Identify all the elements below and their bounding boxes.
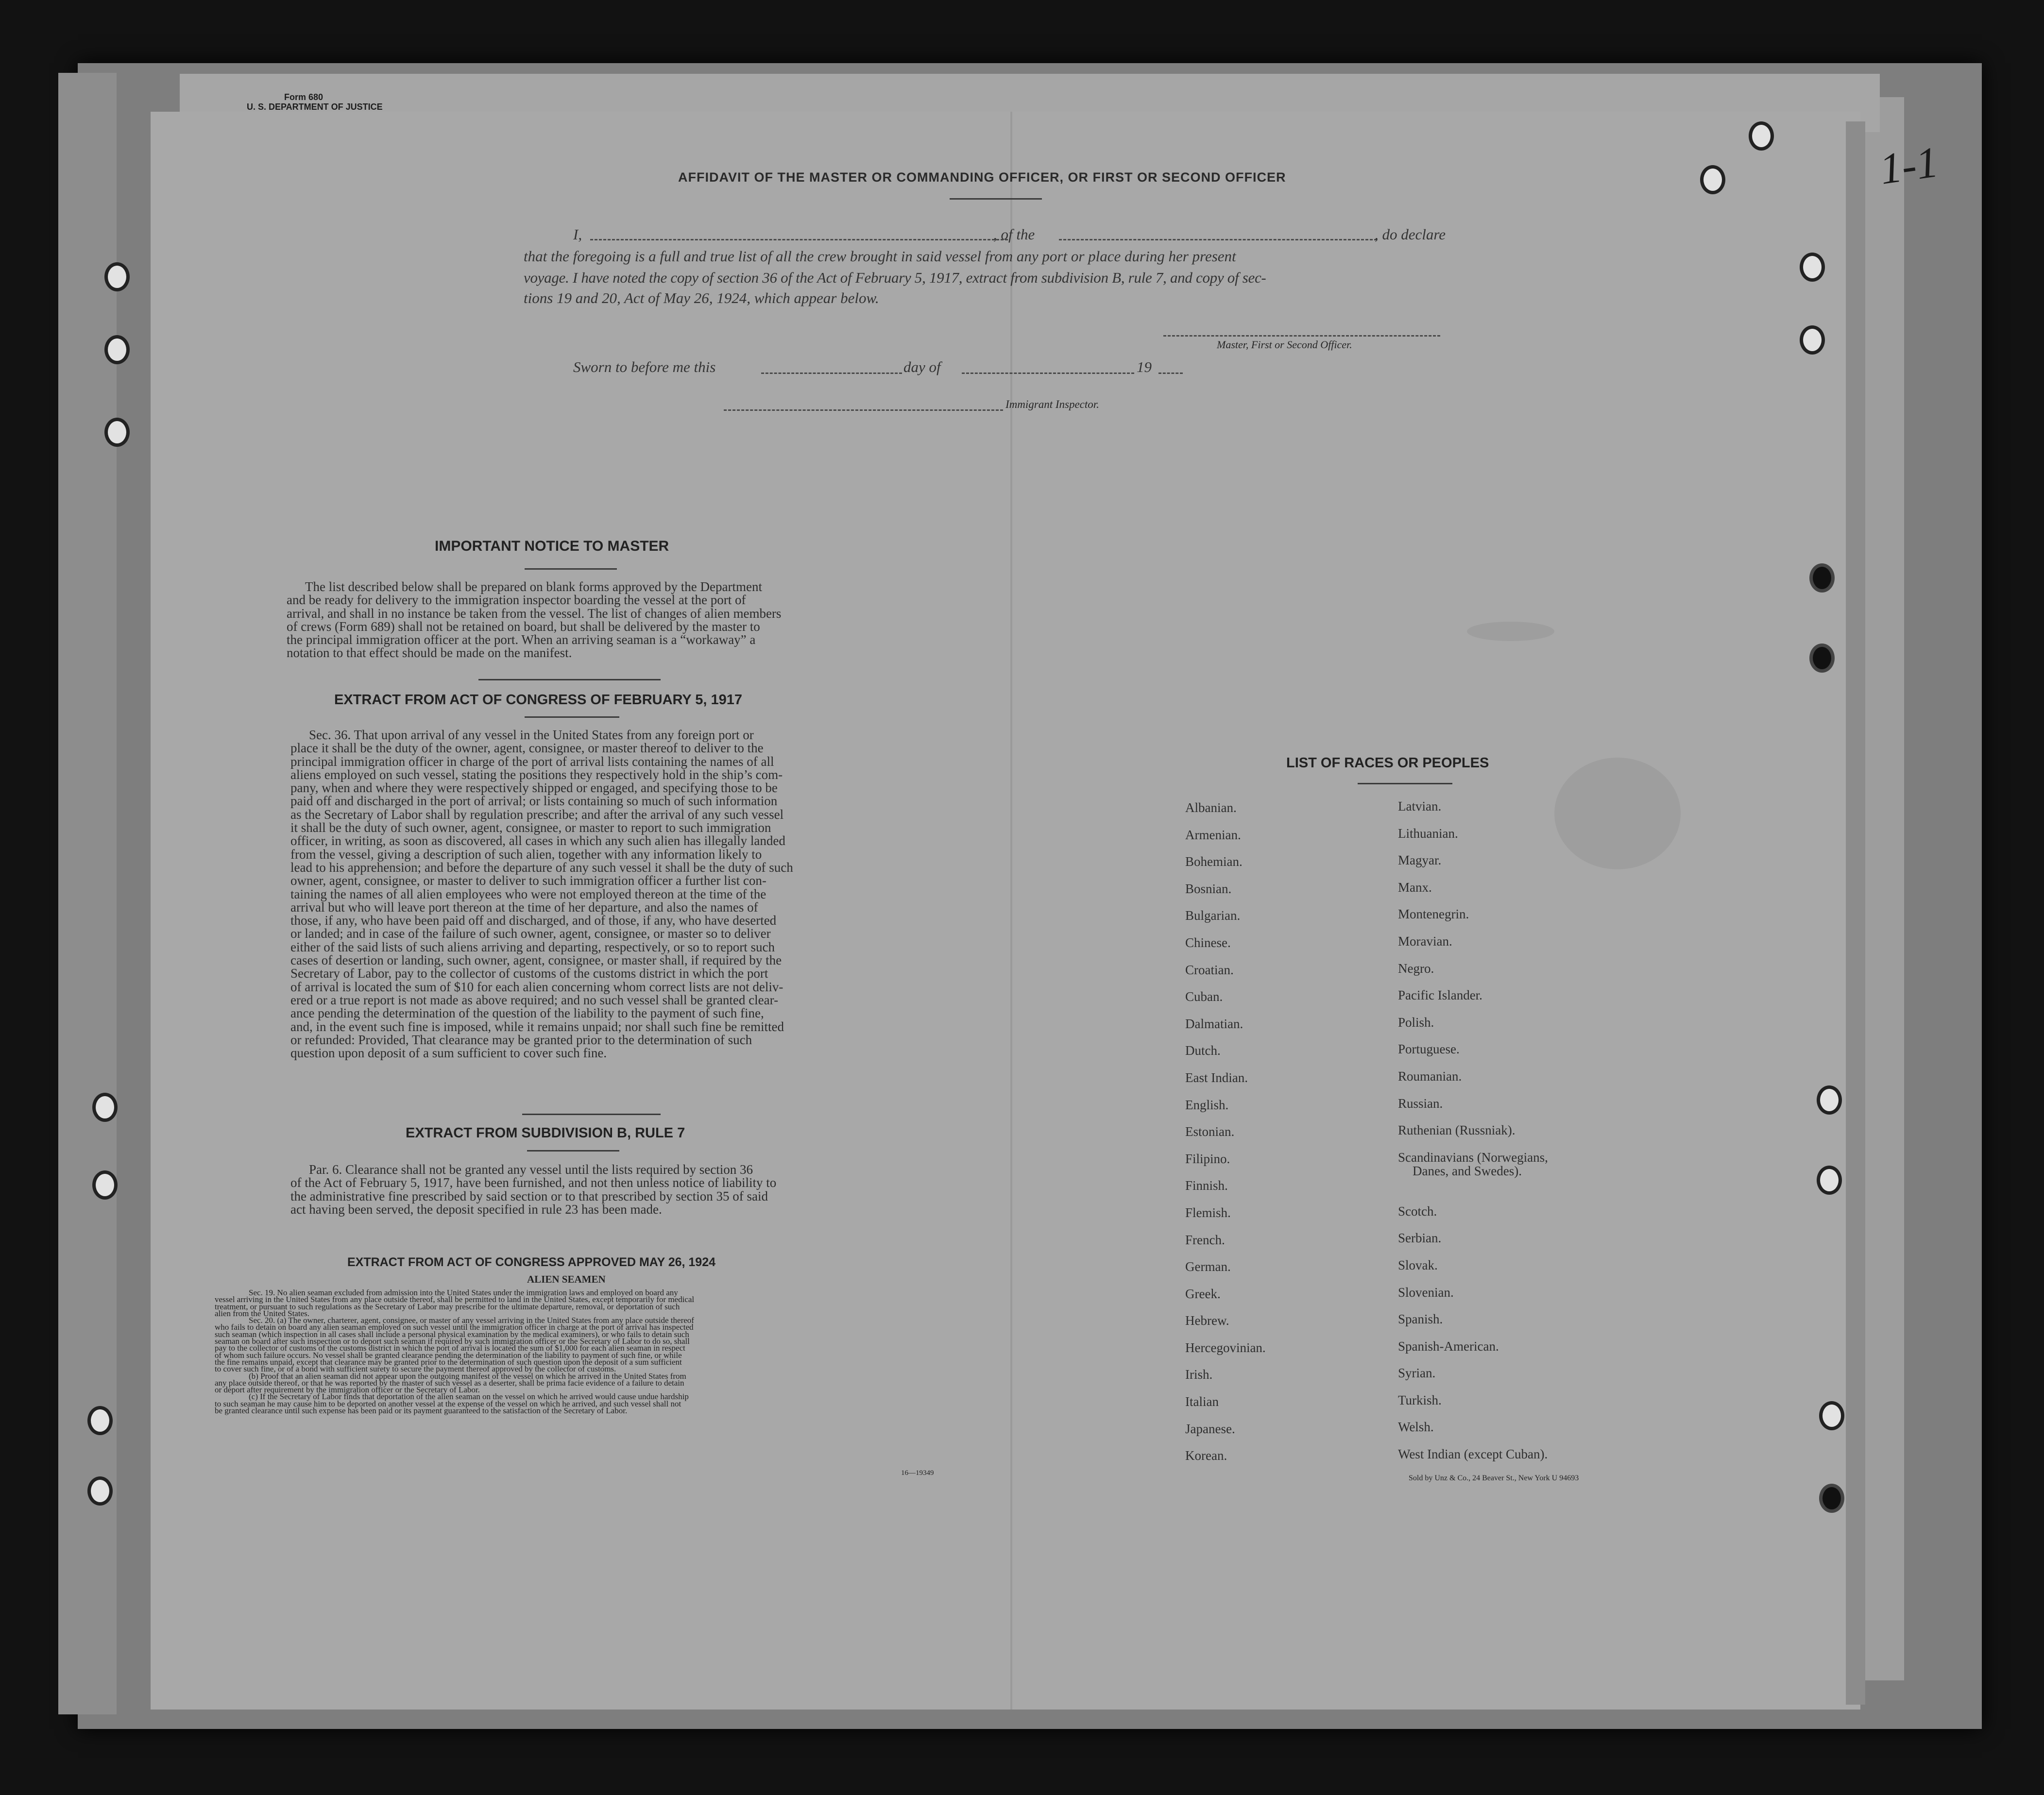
- races-title-rule: [1358, 783, 1452, 784]
- punch-hole: [1800, 253, 1825, 282]
- sworn-day-label: day of: [903, 358, 941, 375]
- race-item: Estonian.: [1185, 1124, 1235, 1139]
- extract-1917-line: question upon deposit of a sum sufficient to cover such fine.: [290, 1046, 607, 1061]
- punch-hole: [104, 335, 130, 364]
- races-title: LIST OF RACES OR PEOPLES: [1286, 755, 1489, 771]
- affidavit-body-line: tions 19 and 20, Act of May 26, 1924, which appear below.: [524, 289, 879, 306]
- extract-1917-title: EXTRACT FROM ACT OF CONGRESS OF FEBRUARY 5, 1917: [334, 692, 743, 708]
- race-item: Japanese.: [1185, 1421, 1235, 1436]
- extract-1917-line: those, if any, who have been paid off and discharged, and of those, if any, who have deserted: [290, 913, 777, 928]
- extract-1917-line: paid off and discharged in the port of arrival; or lists containing so much of such information: [290, 794, 778, 809]
- extract-rule7-line: of the Act of February 5, 1917, have been furnished, and not then unless notice of liability to: [290, 1175, 777, 1190]
- race-item: Manx.: [1398, 880, 1432, 895]
- affidavit-line-1-prefix: I,: [573, 226, 582, 243]
- notice-paragraph: [287, 580, 860, 660]
- race-item: Spanish-American.: [1398, 1338, 1499, 1354]
- race-item: Spanish.: [1398, 1312, 1443, 1327]
- extract-1924-line: seaman on board after such inspection or to deport such seaman if required by such immigration officer or the Secretary of Labor to do so, shall: [215, 1337, 690, 1346]
- race-item: Moravian.: [1398, 933, 1452, 948]
- race-item: Irish.: [1185, 1367, 1213, 1382]
- race-item: German.: [1185, 1259, 1231, 1274]
- extract-1924-line: to cover such fine, or of a bond with sufficient surety to secure the payment thereof approved by the collector of customs.: [215, 1364, 616, 1374]
- punch-hole: [1819, 1484, 1844, 1513]
- race-item: Serbian.: [1398, 1231, 1442, 1246]
- affidavit-line-1-suffix: , do declare: [1375, 226, 1446, 243]
- extract-rule7-paragraph: [290, 1163, 860, 1216]
- race-item: Italian: [1185, 1394, 1219, 1409]
- extract-1924-line: treatment, or pursuant to such regulations as the Secretary of Labor may prescribe for the ultimate departure, removal, or deportation of such: [215, 1302, 680, 1311]
- extract-1917-line: or refunded: Provided, That clearance may be granted prior to the determination of such: [290, 1032, 752, 1047]
- race-item: Hebrew.: [1185, 1313, 1229, 1328]
- extract-1924-line: vessel arriving in the United States from any place outside thereof, shall be permitted to land in the United States, except temporarily for medical: [215, 1295, 695, 1304]
- extract-1924-line: Sec. 20. (a) The owner, charterer, agent, consignee, or master of any vessel arriving in the United States from any place outside thereof: [249, 1316, 694, 1325]
- printer-note: Sold by Unz & Co., 24 Beaver St., New York U 94693: [1409, 1474, 1579, 1482]
- extract-1917-line: cases of desertion or landing, such owner, agent, consignee, or master shall, if required by the: [290, 953, 782, 968]
- name-blank: [590, 239, 1008, 240]
- extract-1917-line: lead to his apprehension; and before the departure of any such vessel it shall be the duty of such: [290, 860, 793, 875]
- extract-1924-line: who fails to detain on board any alien seaman employed on such vessel until the immigration officer in charge at the port of arrival has inspected: [215, 1322, 694, 1332]
- race-item: Portuguese.: [1398, 1042, 1460, 1057]
- punch-hole: [1817, 1085, 1842, 1115]
- punch-hole: [1749, 121, 1774, 151]
- affidavit-line-1-mid: , of the: [993, 226, 1035, 243]
- race-item: Dalmatian.: [1185, 1016, 1243, 1031]
- left-binding-strip: [58, 73, 117, 1714]
- punch-hole: [1809, 563, 1835, 593]
- signature-caption: Master, First or Second Officer.: [1217, 339, 1352, 351]
- punch-hole: [1819, 1401, 1844, 1430]
- affidavit-body-line: voyage. I have noted the copy of section 36 of the Act of February 5, 1917, extract from subdivision B, rule 7, and copy of sec-: [524, 269, 1266, 286]
- race-item: Polish.: [1398, 1015, 1434, 1030]
- race-item: Welsh.: [1398, 1420, 1434, 1435]
- extract-1924-line: the fine remains unpaid, except that clearance may be granted prior to the determination of such question upon the deposit of a sum sufficient: [215, 1357, 682, 1367]
- extract-1924-line: or deport after requirement by the immigration officer or the Secretary of Labor.: [215, 1385, 480, 1395]
- race-item: Filipino.: [1185, 1151, 1230, 1166]
- extract-1924-line: be granted clearance until such expense has been paid or its payment guaranteed to the satisfaction of the Secretary of Labor.: [215, 1406, 628, 1416]
- extract-rule7-line: act having been served, the deposit specified in rule 23 has been made.: [290, 1202, 662, 1217]
- race-item: Dutch.: [1185, 1043, 1221, 1058]
- extract-1917-line: owner, agent, consignee, or master to deliver to such immigration officer a further list con-: [290, 873, 766, 888]
- punch-hole: [1800, 325, 1825, 355]
- extract-1924-line: (c) If the Secretary of Labor finds that deportation of the alien seaman on the vessel on which he arrived would cause undue hardship: [249, 1392, 689, 1402]
- notice-line: The list described below shall be prepared on blank forms approved by the Department: [305, 579, 762, 594]
- extract-1924-line: such seaman (which inspection in all cases shall include a personal physical examination by the medical examiners), or who fails to detain such: [215, 1329, 689, 1339]
- race-item: Greek.: [1185, 1286, 1221, 1301]
- extract-1917-line: officer, in writing, as soon as discovered, all cases in which any such alien has illegally landed: [290, 833, 785, 848]
- race-item: Pacific Islander.: [1398, 988, 1482, 1003]
- race-item: Scotch.: [1398, 1203, 1437, 1219]
- extract-1924-line: Sec. 19. No alien seaman excluded from admission into the United States under the immigration laws and employed on board any: [249, 1288, 678, 1297]
- race-item: Armenian.: [1185, 827, 1241, 842]
- extract-1917-paragraph: [290, 728, 860, 1060]
- punch-hole: [1809, 643, 1835, 673]
- race-item: Slovak.: [1398, 1257, 1438, 1272]
- extract-1917-line: it shall be the duty of such owner, agent, consignee, or master to report to such immigration: [290, 820, 771, 835]
- race-item: Montenegrin.: [1398, 907, 1469, 922]
- extract-1917-line: Sec. 36. That upon arrival of any vessel in the United States from any foreign port or: [309, 728, 754, 742]
- extract-1924-line: any place outside thereof, or that he was reported by the master of such vessel as a deserter, shall be prima facie evidence of a failure to detain: [215, 1378, 684, 1388]
- signature-blank: [1163, 335, 1440, 337]
- race-item: Hercegovinian.: [1185, 1340, 1266, 1355]
- extract-1917-line: or landed; and in case of the failure of such owner, agent, consignee, or master so to deliver: [290, 926, 771, 941]
- extract-1917-line: place it shall be the duty of the owner, agent, consignee, or master thereof to deliver to the: [290, 741, 764, 756]
- affidavit-title: AFFIDAVIT OF THE MASTER OR COMMANDING OFFICER, OR FIRST OR SECOND OFFICER: [678, 170, 1286, 185]
- race-item: Turkish.: [1398, 1392, 1442, 1407]
- race-item: Ruthenian (Russniak).: [1398, 1123, 1516, 1138]
- ink-bleed-mark: [1554, 758, 1681, 869]
- punch-hole: [1817, 1166, 1842, 1195]
- punch-hole: [92, 1093, 118, 1122]
- sworn-year-label: 19: [1137, 358, 1152, 375]
- race-item: Roumanian.: [1398, 1068, 1462, 1084]
- extract-1924-paragraph: [215, 1289, 942, 1414]
- race-item: Chinese.: [1185, 935, 1231, 950]
- extract-1924-line: to such seaman he may cause him to be deported on another vessel at the expense of the vessel on which he arrived, and such vessel shall not: [215, 1399, 681, 1408]
- notice-title: IMPORTANT NOTICE TO MASTER: [435, 538, 669, 554]
- extract-1917-line: Secretary of Labor, pay to the collector of customs of the customs district in which the port: [290, 966, 768, 981]
- sworn-month-blank: [962, 373, 1134, 374]
- punch-hole: [104, 418, 130, 447]
- margin-annotation: 1-1: [1876, 138, 1942, 194]
- punch-hole: [92, 1170, 118, 1200]
- race-item: French.: [1185, 1232, 1225, 1247]
- race-item: Korean.: [1185, 1448, 1227, 1463]
- race-item: Scandinavians (Norwegians,: [1398, 1150, 1548, 1165]
- sworn-prefix: Sworn to before me this: [573, 358, 716, 375]
- race-item: Albanian.: [1185, 800, 1237, 815]
- extract-rule7-line: the administrative fine prescribed by said section or to that prescribed by section 35 of said: [290, 1188, 768, 1203]
- race-item: Negro.: [1398, 961, 1434, 976]
- vessel-blank: [1059, 239, 1377, 240]
- print-code: 16—19349: [901, 1469, 934, 1477]
- punch-hole: [87, 1406, 113, 1435]
- form-number: Form 680: [284, 92, 324, 102]
- extract-1917-line: arrival but who will leave port thereon at the time of her departure, and also the names of: [290, 899, 758, 914]
- sworn-year-blank: [1158, 373, 1183, 374]
- punch-hole: [1700, 165, 1725, 194]
- race-item: Flemish.: [1185, 1205, 1231, 1220]
- extract-1924-title: EXTRACT FROM ACT OF CONGRESS APPROVED MAY 26, 1924: [347, 1255, 716, 1269]
- race-item: Croatian.: [1185, 962, 1234, 977]
- punch-hole: [104, 262, 130, 291]
- center-fold: [1010, 112, 1012, 1710]
- extract-1917-line: principal immigration officer in charge of the port of arrival lists containing the names of all: [290, 754, 774, 769]
- extract-1917-line: ered or a true report is not made as above required; and no such vessel shall be granted clear-: [290, 992, 779, 1007]
- extract-1917-line: ance pending the determination of the question of the liability to the payment of such fine,: [290, 1006, 764, 1021]
- race-item: English.: [1185, 1097, 1229, 1112]
- notice-line: and be ready for delivery to the immigration inspector boarding the vessel at the port of: [287, 593, 746, 608]
- section-rule: [478, 679, 661, 680]
- race-item: Bosnian.: [1185, 881, 1232, 896]
- extract-1917-line: as the Secretary of Labor shall by regulation prescribe; and after the arrival of any such vessel: [290, 807, 784, 822]
- notice-line: notation to that effect should be made on the manifest.: [287, 645, 572, 660]
- section-rule: [527, 1150, 619, 1152]
- section-rule: [522, 1114, 661, 1115]
- race-item: Danes, and Swedes).: [1413, 1163, 1522, 1178]
- department-label: U. S. DEPARTMENT OF JUSTICE: [247, 102, 383, 112]
- race-item: Bohemian.: [1185, 854, 1243, 869]
- notice-line: the principal immigration officer at the port. When an arriving seaman is a “workaway” a: [287, 632, 756, 647]
- extract-rule7-title: EXTRACT FROM SUBDIVISION B, RULE 7: [406, 1125, 685, 1141]
- extract-rule7-line: Par. 6. Clearance shall not be granted any vessel until the lists required by section 36: [309, 1162, 753, 1177]
- notice-line: of crews (Form 689) shall not be retained on board, but shall be delivered by the master to: [287, 619, 760, 634]
- extract-1917-line: aliens employed on such vessel, stating the positions they respectively hold in the ship’s com-: [290, 767, 783, 782]
- section-rule: [525, 716, 619, 718]
- extract-1917-line: and, in the event such fine is imposed, while it remains unpaid; nor shall such fine be remitted: [290, 1019, 784, 1034]
- race-item: Russian.: [1398, 1096, 1443, 1111]
- race-item: Lithuanian.: [1398, 826, 1458, 841]
- race-item: Syrian.: [1398, 1366, 1436, 1381]
- punch-hole: [87, 1476, 113, 1506]
- race-item: Latvian.: [1398, 799, 1442, 813]
- title-rule: [950, 198, 1042, 200]
- extract-1917-line: of arrival is located the sum of $10 for each alien concerning whom correct lists are not deliv-: [290, 979, 784, 994]
- extract-1924-subtitle: ALIEN SEAMEN: [527, 1273, 606, 1285]
- race-item: Bulgarian.: [1185, 908, 1241, 923]
- races-right-column: [1398, 799, 1548, 1474]
- extract-1924-line: alien from the United States.: [215, 1308, 309, 1318]
- extract-1924-line: of whom such failure occurs. No vessel shall be granted clearance pending the determination of the liability to payment of such fine, or while: [215, 1350, 682, 1360]
- page-edge: [1846, 121, 1865, 1705]
- ink-bleed-mark: [1467, 622, 1554, 641]
- extract-1917-line: taining the names of all alien employees who were not employed thereon at the time of the: [290, 886, 766, 901]
- affidavit-body-line: that the foregoing is a full and true list of all the crew brought in said vessel from any port or place during her present: [524, 248, 1236, 265]
- race-item: Cuban.: [1185, 989, 1223, 1004]
- extract-1917-line: either of the said lists of such aliens arriving and departing, respectively, or so to report such: [290, 939, 775, 954]
- inspector-caption: Immigrant Inspector.: [1005, 398, 1099, 410]
- races-left-column: [1185, 800, 1266, 1475]
- extract-1924-line: pay to the collector of customs of the customs district in which the port of arrival is located the sum of $1,000 for each alien seaman in respect: [215, 1343, 685, 1353]
- extract-1917-line: from the vessel, giving a description of such alien, together with any information likely to: [290, 847, 762, 862]
- race-item: Magyar.: [1398, 853, 1442, 868]
- race-item: Slovenian.: [1398, 1285, 1454, 1300]
- extract-1917-line: pany, when and where they were respectively shipped or engaged, and specifying those to be: [290, 780, 778, 796]
- race-item: West Indian (except Cuban).: [1398, 1447, 1548, 1462]
- race-item: Finnish.: [1185, 1178, 1228, 1193]
- race-item: East Indian.: [1185, 1070, 1248, 1085]
- sworn-date-blank: [761, 373, 902, 374]
- notice-rule: [525, 568, 617, 570]
- notice-line: arrival, and shall in no instance be taken from the vessel. The list of changes of alien members: [287, 606, 782, 621]
- inspector-blank: [724, 409, 1003, 411]
- extract-1924-line: (b) Proof that an alien seaman did not appear upon the outgoing manifest of the vessel on which he arrived in the United States from: [249, 1371, 686, 1381]
